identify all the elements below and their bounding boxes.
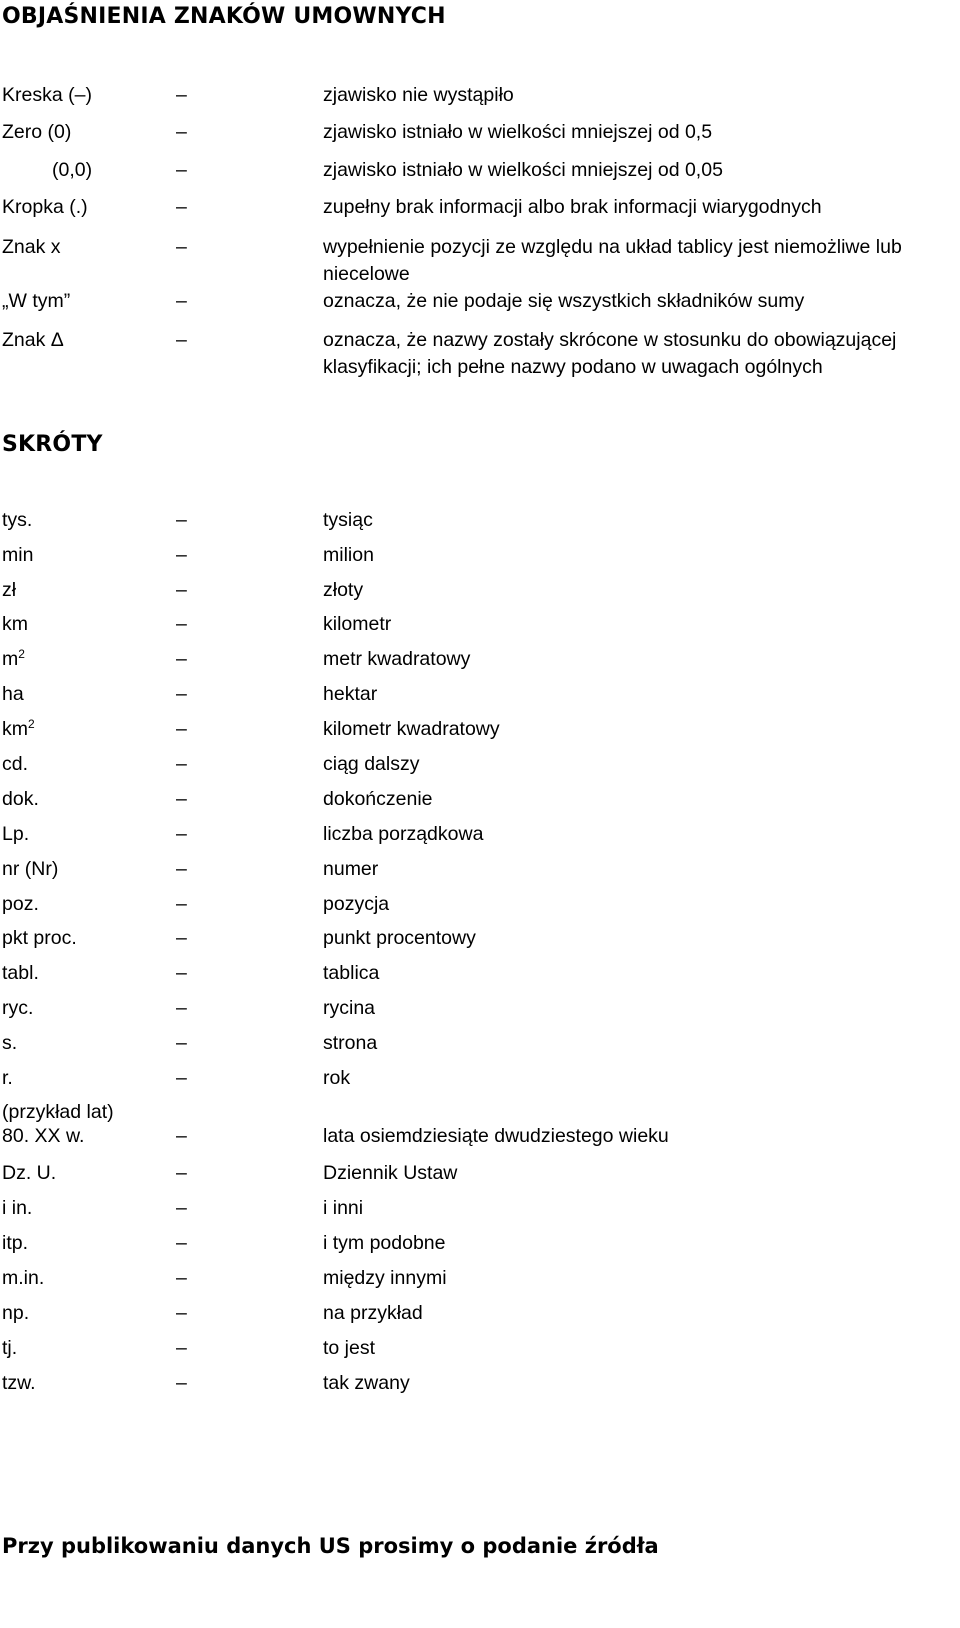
separator-dash: – (176, 1162, 187, 1184)
separator-dash: – (176, 962, 187, 984)
separator-dash: – (176, 823, 187, 845)
abbr-meaning: to jest (323, 1337, 376, 1359)
abbr-term: tzw. (2, 1372, 36, 1394)
abbr-meaning: Dziennik Ustaw (323, 1162, 458, 1184)
abbr-term: zł (2, 579, 17, 601)
separator-dash: – (176, 121, 187, 143)
abbr-meaning: rycina (323, 997, 376, 1019)
abbr-meaning: tak zwany (323, 1372, 410, 1394)
abbr-meaning: na przykład (323, 1302, 423, 1324)
abbr-meaning: lata osiemdziesiąte dwudziestego wieku (323, 1125, 669, 1147)
symbol-meaning: oznacza, że nazwy zostały skrócone w stosunku do obowiązującej klasyfikacji; ich pełne nazwy podano w uwagach ogólnych (323, 329, 897, 378)
symbol-meaning: zupełny brak informacji albo brak informacji wiarygodnych (323, 196, 822, 218)
symbol-term: Kropka (.) (2, 196, 88, 218)
separator-dash: – (176, 236, 187, 258)
separator-dash: – (176, 1372, 187, 1394)
separator-dash: – (176, 683, 187, 705)
abbr-meaning: dokończenie (323, 788, 433, 810)
symbol-term: Znak Δ (2, 329, 64, 351)
abbr-meaning: złoty (323, 579, 364, 601)
abbr-meaning: hektar (323, 683, 378, 705)
abbr-term: dok. (2, 788, 39, 810)
abbreviations-heading: SKRÓTY (2, 432, 103, 457)
abbr-meaning: milion (323, 544, 374, 566)
abbr-term: m.in. (2, 1267, 45, 1289)
abbr-term: ha (2, 683, 24, 705)
abbr-meaning: między innymi (323, 1267, 447, 1289)
source-attribution-note: Przy publikowaniu danych US prosimy o podanie źródła (2, 1534, 659, 1558)
abbr-term-note: (przykład lat) (2, 1101, 114, 1123)
abbr-term: Dz. U. (2, 1162, 57, 1184)
separator-dash: – (176, 1032, 187, 1054)
abbr-meaning: tysiąc (323, 509, 373, 531)
separator-dash: – (176, 509, 187, 531)
symbol-term: „W tym” (2, 290, 71, 312)
separator-dash: – (176, 1302, 187, 1324)
symbol-meaning: zjawisko istniało w wielkości mniejszej od 0,05 (323, 159, 723, 181)
separator-dash: – (176, 290, 187, 312)
abbr-term: s. (2, 1032, 18, 1054)
symbol-term: (0,0) (52, 159, 93, 181)
abbr-term (2, 646, 25, 673)
abbr-meaning: i tym podobne (323, 1232, 446, 1254)
symbols-heading: OBJAŚNIENIA ZNAKÓW UMOWNYCH (2, 4, 446, 29)
abbr-meaning: metr kwadratowy (323, 648, 471, 670)
separator-dash: – (176, 648, 187, 670)
abbr-meaning: liczba porządkowa (323, 823, 484, 845)
abbr-term: cd. (2, 753, 29, 775)
separator-dash: – (176, 718, 187, 740)
abbr-term: 80. XX w. (2, 1125, 85, 1147)
abbr-term: tabl. (2, 962, 39, 984)
separator-dash: – (176, 997, 187, 1019)
separator-dash: – (176, 84, 187, 106)
separator-dash: – (176, 893, 187, 915)
separator-dash: – (176, 858, 187, 880)
separator-dash: – (176, 927, 187, 949)
separator-dash: – (176, 1337, 187, 1359)
abbr-term: poz. (2, 893, 39, 915)
separator-dash: – (176, 1232, 187, 1254)
abbr-meaning: kilometr kwadratowy (323, 718, 500, 740)
abbr-term: tys. (2, 509, 33, 531)
abbr-meaning: tablica (323, 962, 380, 984)
separator-dash: – (176, 1197, 187, 1219)
abbr-term: tj. (2, 1337, 18, 1359)
abbr-meaning: punkt procentowy (323, 927, 476, 949)
symbol-term: Zero (0) (2, 121, 72, 143)
separator-dash: – (176, 196, 187, 218)
separator-dash: – (176, 613, 187, 635)
abbr-term: min (2, 544, 34, 566)
abbr-meaning: numer (323, 858, 379, 880)
superscript: 2 (18, 647, 25, 661)
abbr-term: pkt proc. (2, 927, 77, 949)
separator-dash: – (176, 1125, 187, 1147)
superscript: 2 (28, 717, 35, 731)
abbr-term: ryc. (2, 997, 34, 1019)
abbr-term-base: km (2, 718, 28, 740)
separator-dash: – (176, 753, 187, 775)
abbr-meaning: i inni (323, 1197, 364, 1219)
symbol-term: Kreska (–) (2, 84, 92, 106)
separator-dash: – (176, 788, 187, 810)
symbol-meaning: zjawisko istniało w wielkości mniejszej od 0,5 (323, 121, 713, 143)
abbr-term: r. (2, 1067, 13, 1089)
abbr-term: itp. (2, 1232, 29, 1254)
symbol-term: Znak x (2, 236, 61, 258)
symbol-meaning: oznacza, że nie podaje się wszystkich składników sumy (323, 290, 805, 312)
abbr-meaning: ciąg dalszy (323, 753, 420, 775)
abbr-term: km (2, 613, 28, 635)
separator-dash: – (176, 329, 187, 351)
abbr-meaning: strona (323, 1032, 378, 1054)
separator-dash: – (176, 1267, 187, 1289)
separator-dash: – (176, 1067, 187, 1089)
symbol-meaning: zjawisko nie wystąpiło (323, 84, 514, 106)
abbr-meaning: rok (323, 1067, 351, 1089)
abbr-term: nr (Nr) (2, 858, 59, 880)
abbr-term-base: m (2, 648, 19, 670)
abbr-term: i in. (2, 1197, 33, 1219)
symbol-meaning: wypełnienie pozycji ze względu na układ tablicy jest niemożliwe lub niecelowe (323, 236, 902, 285)
abbr-meaning: pozycja (323, 893, 390, 915)
abbr-term: Lp. (2, 823, 30, 845)
separator-dash: – (176, 159, 187, 181)
abbr-term (2, 716, 35, 743)
abbr-meaning: kilometr (323, 613, 392, 635)
abbr-term: np. (2, 1302, 30, 1324)
separator-dash: – (176, 544, 187, 566)
separator-dash: – (176, 579, 187, 601)
